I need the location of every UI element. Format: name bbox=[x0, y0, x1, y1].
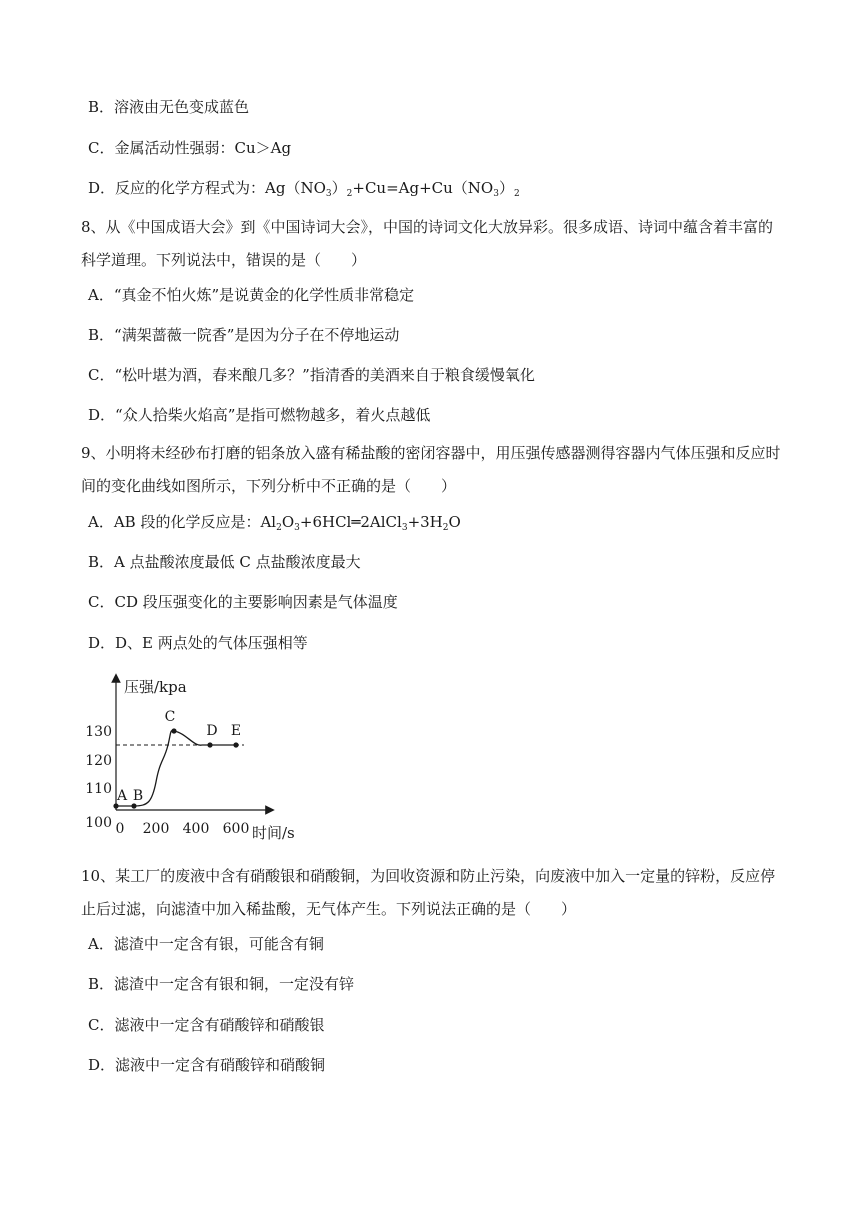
q10-stem: 10、某工厂的废液中含有硝酸银和硝酸铜，为回收资源和防止污染，向废液中加入一定量的锌粉，反应停止后过滤，向滤渣中加入稀盐酸，无气体产生。下列说法正确的是（ ） bbox=[81, 867, 776, 918]
q8-option-b: B．“满架蔷薇一院香”是因为分子在不停地运动 bbox=[88, 326, 400, 344]
q9-option-a: A．AB 段的化学反应是：$Al_2O_3+6HCl═2AlCl_3+3H_2O$ bbox=[88, 513, 461, 533]
point-label-c: C bbox=[164, 709, 176, 725]
x-tick-label: 600 bbox=[222, 821, 250, 837]
x-tick-label: 0 bbox=[115, 821, 125, 837]
point-label-d: D bbox=[206, 723, 218, 739]
point-label-a: A bbox=[116, 788, 128, 804]
pressure-time-chart bbox=[85, 672, 318, 842]
q8-option-c: C．“松叶堪为酒，春来酿几多？”指清香的美酒来自于粮食缓慢氧化 bbox=[88, 366, 535, 384]
point-a bbox=[113, 803, 118, 808]
point-label-e: E bbox=[230, 723, 242, 739]
x-tick-label: 200 bbox=[142, 821, 170, 837]
q7-option-b: B．溶液由无色变成蓝色 bbox=[88, 98, 250, 116]
q9-option-b: B．A 点盐酸浓度最低 C 点盐酸浓度最大 bbox=[88, 553, 361, 571]
q10-option-d: D．滤液中一定含有硝酸锌和硝酸铜 bbox=[88, 1056, 326, 1074]
y-tick-label: 110 bbox=[85, 781, 112, 797]
q7-option-c: C．金属活动性强弱：Cu＞Ag bbox=[88, 139, 292, 157]
x-axis-label: 时间/s bbox=[252, 824, 295, 842]
y-tick-label: 120 bbox=[85, 753, 112, 769]
q8-option-a: A．“真金不怕火炼”是说黄金的化学性质非常稳定 bbox=[88, 286, 415, 304]
point-c bbox=[171, 728, 176, 733]
y-tick-label: 130 bbox=[85, 724, 112, 740]
q8-option-d: D．“众人拾柴火焰高”是指可燃物越多，着火点越低 bbox=[88, 406, 431, 424]
point-label-b: B bbox=[132, 788, 144, 804]
point-b bbox=[131, 803, 136, 808]
point-d bbox=[207, 742, 212, 747]
q9-stem: 9、小明将未经砂布打磨的铝条放入盛有稀盐酸的密闭容器中，用压强传感器测得容器内气体压强和反应时间的变化曲线如图所示，下列分析中不正确的是（ ） bbox=[81, 444, 781, 495]
q9-option-c: C．CD 段压强变化的主要影响因素是气体温度 bbox=[88, 593, 398, 611]
y-axis-label: 压强/kpa bbox=[124, 678, 187, 696]
q10-option-c: C．滤液中一定含有硝酸锌和硝酸银 bbox=[88, 1016, 325, 1034]
y-tick-label: 100 bbox=[85, 815, 112, 831]
q8-stem: 8、从《中国成语大会》到《中国诗词大会》，中国的诗词文化大放异彩。很多成语、诗词中蕴含着丰富的科学道理。下列说法中，错误的是（ ） bbox=[81, 218, 774, 269]
q9-option-d: D．D、E 两点处的气体压强相等 bbox=[88, 634, 308, 652]
x-tick-label: 400 bbox=[182, 821, 210, 837]
q10-option-b: B．滤渣中一定含有银和铜，一定没有锌 bbox=[88, 975, 355, 993]
q10-option-a: A．滤渣中一定含有银，可能含有铜 bbox=[88, 935, 324, 953]
q7-option-d: D．反应的化学方程式为：$Ag(NO_3)_2+Cu=Ag+Cu(NO_3)_2$ bbox=[88, 179, 520, 199]
point-e bbox=[233, 742, 238, 747]
